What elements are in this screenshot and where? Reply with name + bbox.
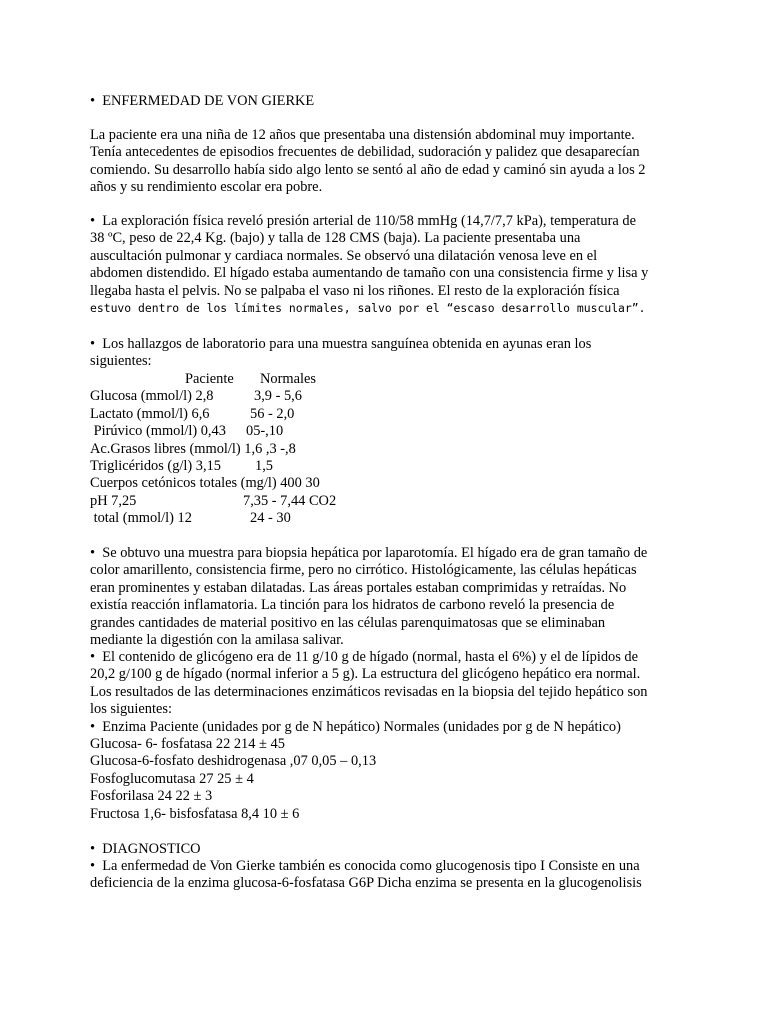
text-line: 38 ºC, peso de 22,4 Kg. (bajo) y talla de 128 CMS (baja). La paciente presentaba una xyxy=(90,230,581,247)
lab-cell: Triglicéridos (g/l) 3,15 xyxy=(90,457,221,474)
text-line: • Se obtuvo una muestra para biopsia hepática por laparotomía. El hígado era de gran tamaño de xyxy=(90,545,690,562)
text-line: mediante la digestión con la amilasa salivar. xyxy=(90,632,344,649)
lab-cell: Cuerpos cetónicos totales (mg/l) 400 30 xyxy=(90,475,320,492)
lab-cell: Glucosa (mmol/l) 2,8 xyxy=(90,388,214,405)
lab-cell: Lactato (mmol/l) 6,6 xyxy=(90,405,210,422)
text-line: existía reacción inflamatoria. La tinción para los hidratos de carbono reveló la presencia de xyxy=(90,597,615,614)
text-line: años y su rendimiento escolar era pobre. xyxy=(90,179,323,196)
paragraph-diagnosis xyxy=(90,858,690,893)
enzyme-row: Glucosa-6-fosfato deshidrogenasa ,07 0,05 – 0,13 xyxy=(90,753,377,770)
enzyme-table-header: • Enzima Paciente (unidades por g de N hepático) Normales (unidades por g de N hepático) xyxy=(90,719,690,736)
enzyme-row: Fructosa 1,6- bisfosfatasa 8,4 10 ± 6 xyxy=(90,805,300,822)
heading-diagnostico xyxy=(90,841,690,858)
text-line: 20,2 g/100 g de hígado (normal inferior a 5 g). La estructura del glicógeno hepático era normal. xyxy=(90,666,641,683)
lab-row xyxy=(90,406,690,423)
lab-header-row xyxy=(90,371,690,388)
text-line: • La exploración física reveló presión arterial de 110/58 mmHg (14,7/7,7 kPa), temperatura de xyxy=(90,213,690,230)
text-line: comiendo. Su desarrollo había sido algo lento se sentó al año de edad y caminó sin ayuda a los 2 xyxy=(90,161,646,178)
column-header-patient: Paciente xyxy=(185,371,234,387)
lab-cell: 56 - 2,0 xyxy=(250,405,295,422)
text-line: color amarillento, consistencia firme, pero no cirrótico. Histológicamente, las células hepáticas xyxy=(90,562,637,579)
text-line: deficiencia de la enzima glucosa-6-fosfatasa G6P Dicha enzima se presenta en la glucogenolisis xyxy=(90,875,642,892)
lab-row xyxy=(90,475,690,492)
heading-text: • ENFERMEDAD DE VON GIERKE xyxy=(90,93,690,110)
heading-text: • DIAGNOSTICO xyxy=(90,841,690,858)
text-line: siguientes: xyxy=(90,353,152,370)
lab-cell: 05-,10 xyxy=(246,423,284,440)
lab-cell: 3,9 - 5,6 xyxy=(254,388,302,405)
text-line: • Los hallazgos de laboratorio para una muestra sanguínea obtenida en ayunas eran los xyxy=(90,336,690,353)
lab-row xyxy=(90,441,690,458)
paragraph-glycogen xyxy=(90,649,690,823)
lab-cell: 24 - 30 xyxy=(250,510,291,527)
enzyme-row: Fosfoglucomutasa 27 25 ± 4 xyxy=(90,770,254,787)
paragraph-physical-exam xyxy=(90,213,690,317)
lab-cell: Pirúvico (mmol/l) 0,43 xyxy=(90,423,226,440)
text-line: Tenía antecedentes de episodios frecuentes de debilidad, sudoración y palidez que desaparecían xyxy=(90,144,640,161)
text-line: Los resultados de las determinaciones enzimáticos revisadas en la biopsia del tejido hepático son xyxy=(90,683,648,700)
text-line: estuvo dentro de los límites normales, salvo por el “escaso desarrollo muscular”. xyxy=(90,301,646,316)
lab-cell: 7,35 - 7,44 CO2 xyxy=(243,492,337,509)
lab-row xyxy=(90,510,690,527)
column-header-normal: Normales xyxy=(260,371,316,387)
enzyme-row: Fosforilasa 24 22 ± 3 xyxy=(90,788,213,805)
enzyme-row: Glucosa- 6- fosfatasa 22 214 ± 45 xyxy=(90,736,285,753)
lab-cell: 1,5 xyxy=(255,457,273,474)
text-line: abdomen distendido. El hígado estaba aumentando de tamaño con una consistencia firme y lisa y xyxy=(90,265,649,282)
lab-cell: total (mmol/l) 12 xyxy=(90,510,192,527)
text-line: • El contenido de glicógeno era de 11 g/10 g de hígado (normal, hasta el 6%) y el de lípidos de xyxy=(90,649,690,666)
lab-cell: pH 7,25 xyxy=(90,492,137,509)
lab-row xyxy=(90,388,690,405)
text-line: La paciente era una niña de 12 años que presentaba una distensión abdominal muy importante. xyxy=(90,127,635,143)
text-line: auscultación pulmonar y cardiaca normales. Se observó una dilatación venosa leve en el xyxy=(90,247,598,264)
text-line: los siguientes: xyxy=(90,701,172,718)
text-line: llegaba hasta el pelvis. No se palpaba el vaso ni los riñones. El resto de la exploración física xyxy=(90,282,620,299)
text-line: grandes cantidades de material positivo en las células parenquimatosas que se eliminaban xyxy=(90,614,606,631)
lab-results-table xyxy=(90,371,690,528)
lab-cell: Ac.Grasos libres (mmol/l) 1,6 ,3 -,8 xyxy=(90,440,296,457)
lab-row xyxy=(90,458,690,475)
text-line: eran prominentes y estaban dilatadas. Las áreas portales estaban comprimidas y retraídas. No xyxy=(90,579,627,596)
lab-row xyxy=(90,493,690,510)
paragraph-lab-intro xyxy=(90,336,690,371)
paragraph-biopsy xyxy=(90,545,690,649)
paragraph-history xyxy=(90,127,690,197)
lab-row xyxy=(90,423,690,440)
heading-von-gierke xyxy=(90,93,690,110)
text-line: • La enfermedad de Von Gierke también es conocida como glucogenosis tipo I Consiste en una xyxy=(90,858,690,875)
